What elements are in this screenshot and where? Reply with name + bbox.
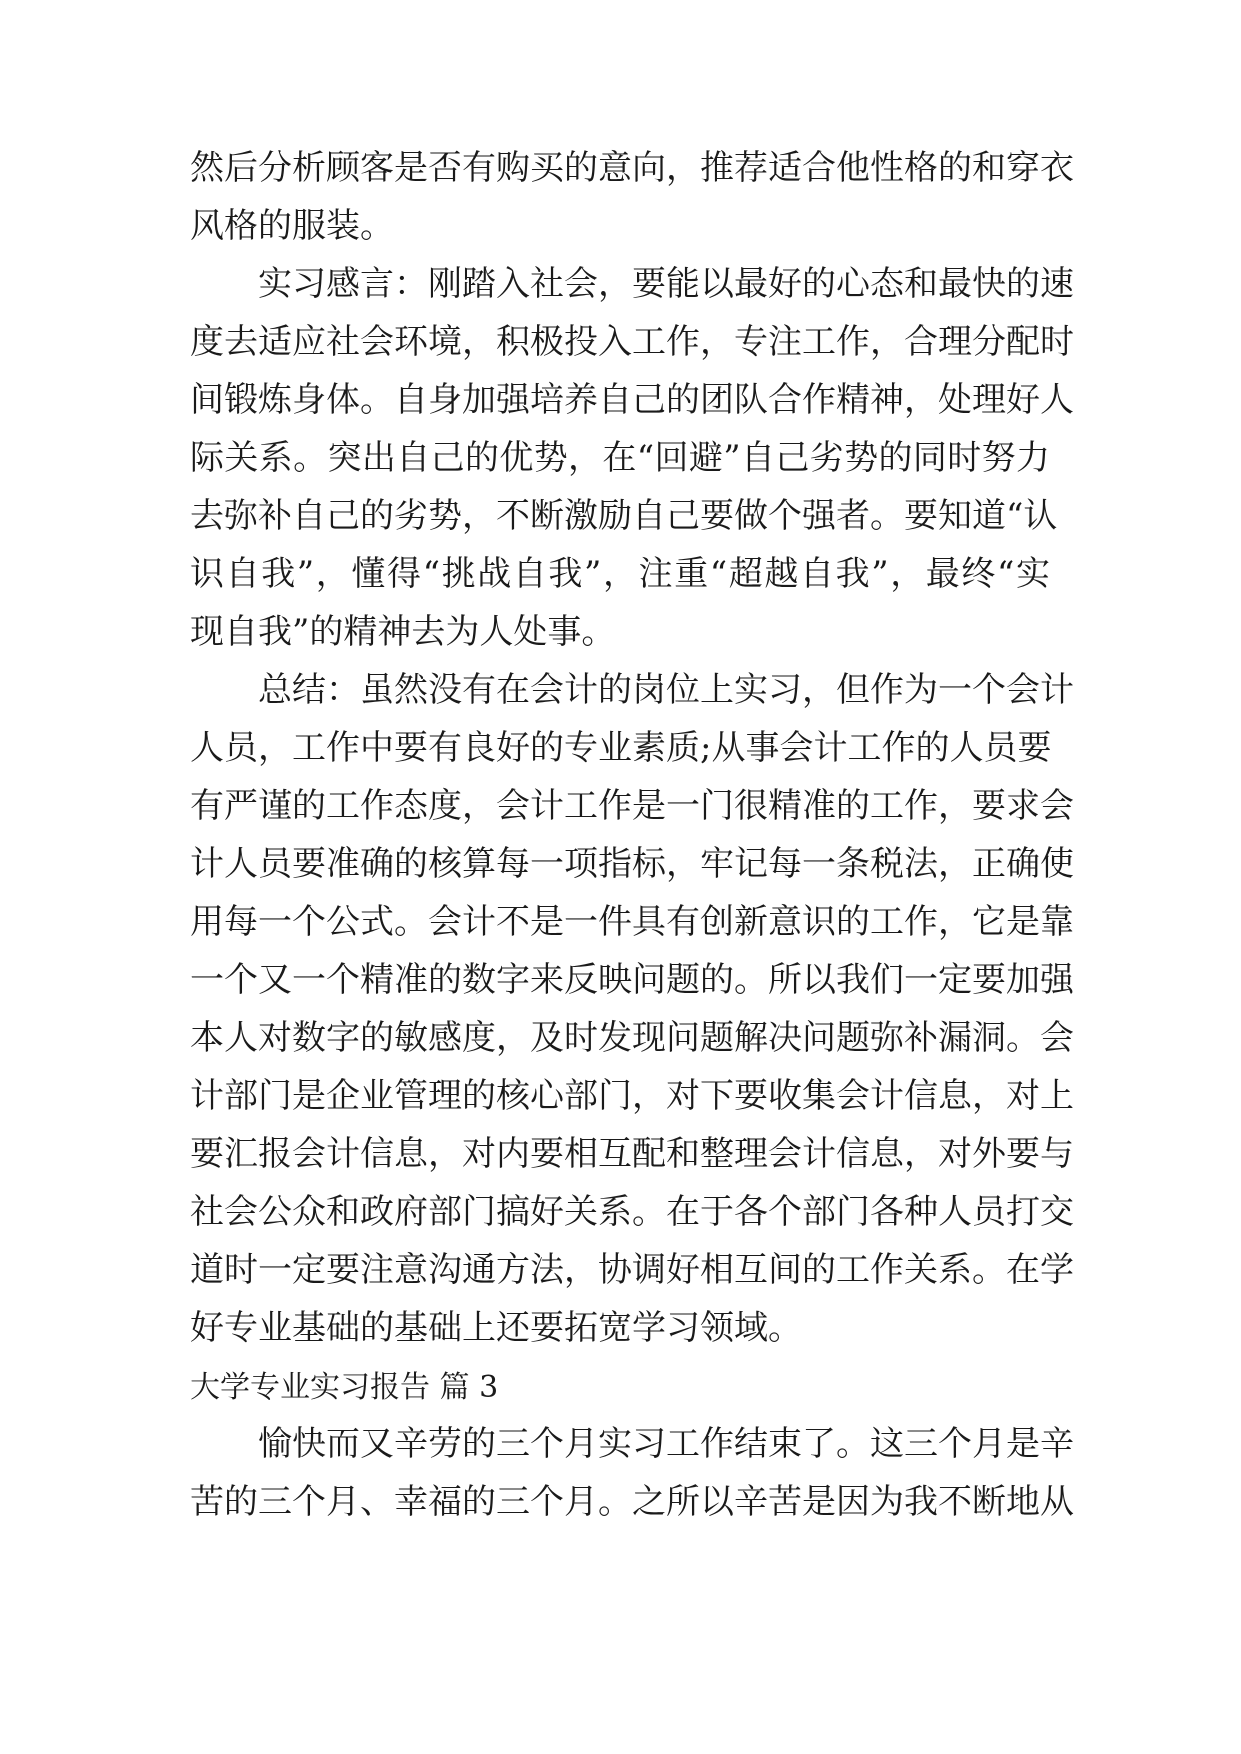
text-line: 计人员要准确的核算每一项指标，牢记每一条税法，正确使 [190, 844, 1074, 884]
text-line: 好专业基础的基础上还要拓宽学习领域。 [190, 1308, 802, 1348]
text-line: 愉快而又辛劳的三个月实习工作结束了。这三个月是辛 [258, 1424, 1074, 1464]
text-line: 风格的服装。 [190, 206, 394, 246]
text-line: 际关系。突出自己的优势，在“回避”自己劣势的同时努力 [190, 438, 1050, 478]
text-line: 度去适应社会环境，积极投入工作，专注工作，合理分配时 [190, 322, 1074, 362]
text-line: 去弥补自己的劣势，不断激励自己要做个强者。要知道“认 [190, 496, 1058, 536]
text-line: 现自我”的精神去为人处事。 [190, 612, 616, 652]
text-line: 实习感言：刚踏入社会，要能以最好的心态和最快的速 [258, 264, 1074, 304]
text-line: 本人对数字的敏感度，及时发现问题解决问题弥补漏洞。会 [190, 1018, 1074, 1058]
text-line: 一个又一个精准的数字来反映问题的。所以我们一定要加强 [190, 960, 1074, 1000]
text-line: 人员，工作中要有良好的专业素质;从事会计工作的人员要 [190, 728, 1052, 768]
text-line: 要汇报会计信息，对内要相互配和整理会计信息，对外要与 [190, 1134, 1074, 1174]
text-line: 计部门是企业管理的核心部门，对下要收集会计信息，对上 [190, 1076, 1074, 1116]
text-line: 社会公众和政府部门搞好关系。在于各个部门各种人员打交 [190, 1192, 1074, 1232]
text-line: 苦的三个月、幸福的三个月。之所以辛苦是因为我不断地从 [190, 1482, 1074, 1522]
text-line: 道时一定要注意沟通方法，协调好相互间的工作关系。在学 [190, 1250, 1074, 1290]
text-line: 用每一个公式。会计不是一件具有创新意识的工作，它是靠 [190, 902, 1074, 942]
text-line: 有严谨的工作态度，会计工作是一门很精准的工作，要求会 [190, 786, 1074, 826]
text-line: 识自我”，懂得“挑战自我”，注重“超越自我”，最终“实 [190, 554, 1050, 594]
text-line: 总结：虽然没有在会计的岗位上实习，但作为一个会计 [258, 670, 1074, 710]
section-heading: 大学专业实习报告 篇 3 [190, 1370, 499, 1405]
text-line: 间锻炼身体。自身加强培养自己的团队合作精神，处理好人 [190, 380, 1074, 420]
text-line: 然后分析顾客是否有购买的意向，推荐适合他性格的和穿衣 [190, 148, 1074, 188]
